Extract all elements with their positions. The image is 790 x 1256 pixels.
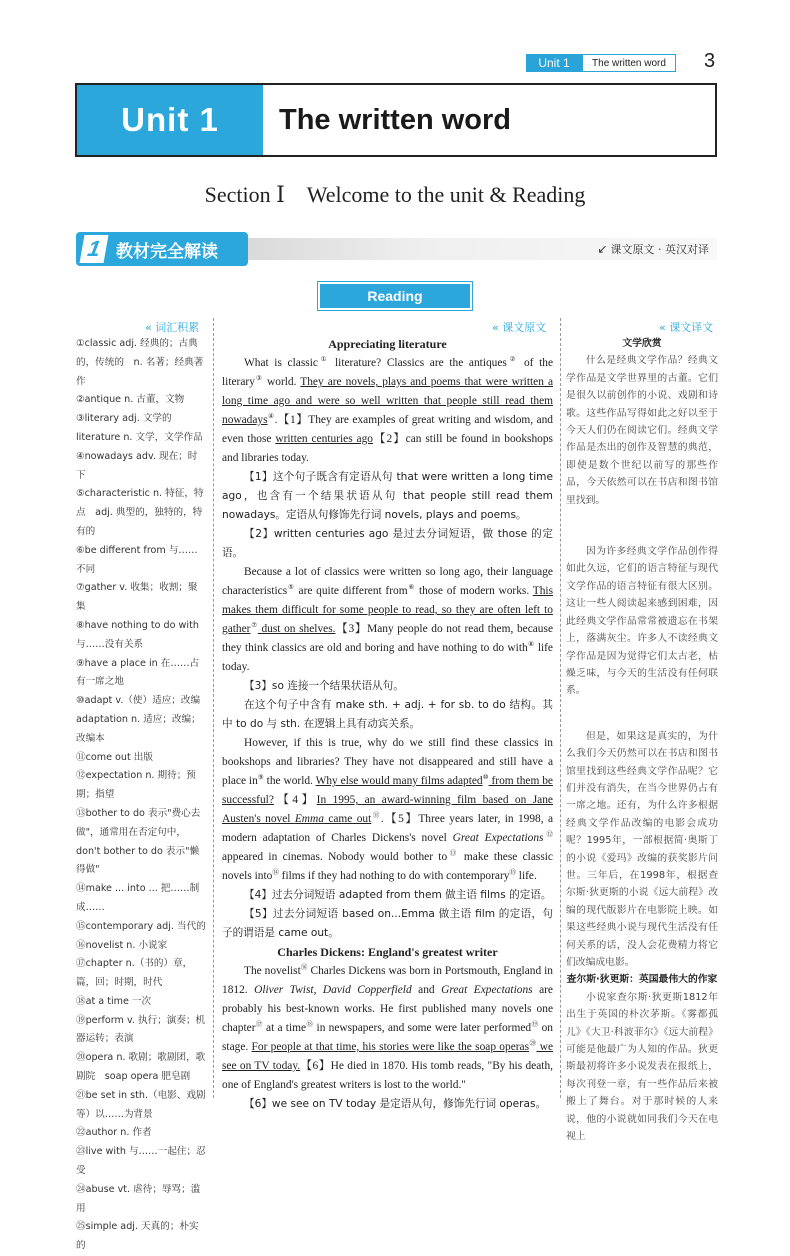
reading-tab: Reading [320,284,470,308]
vocab-item: ⑭make ... into ... 把……制成…… [76,883,200,913]
vocab-item: ③literary adj. 文学的 literature n. 文学，文学作品 [76,413,203,443]
note-4: 【4】过去分词短语 adapted from them 做主语 films 的定语。 [244,889,552,901]
note-5: 【5】过去分词短语 based on...Emma 做主语 film 的定语，句子的谓语是 came out。 [222,908,553,939]
vocab-item: ⑦gather v. 收集；收割；聚集 [76,582,198,613]
vocab-item: ⑤characteristic n. 特征，特点 adj. 典型的，独特的，特有的 [76,488,204,537]
original-text-column [222,335,554,1110]
paragraph-4: The novelist⑯ Charles Dickens was born in Portsmouth, England in 1812. Oliver Twist, David Copperfield and Great Expectations are probably his best-known works. He first published many novels one chapter⑰ at a time⑱ in newspapers, and some were later performed⑲ on stage. For people at that time, his stories were like the soap operas⑳ we see on TV today.【6】He died in 1870. His tomb reads, "By his death, one of England's greatest writers is lost to the world." [222,964,554,1091]
vocab-item: ⑥be different from 与……不同 [76,544,198,575]
vocab-column-head: « 词汇积累 [145,321,200,334]
vocab-item: ⑮contemporary adj. 当代的 [76,920,206,932]
pen-icon: ↙ [597,242,608,256]
note-3: 【3】so 连接一个结果状语从句。 [244,680,404,692]
section-bar-right [597,241,709,257]
vocab-item: ㉓live with 与……一起住；忍受 [76,1146,206,1177]
column-divider-left [213,318,214,1098]
unit-label: Unit 1 [77,85,263,155]
translation-paragraph-2: 因为许多经典文学作品创作得如此久远，它们的语言特征与现代文学作品的语言特征有很大区别。这让一些人阅读起来感到困难，因此经典文学作品常常被遗忘在书架上，落满灰尘。许多人不读经典文学作品是因为觉得它们太古老，枯燥乏味，与今天的生活没有任何联系。 [566,546,718,697]
vocab-item: ④nowadays adv. 现在；时下 [76,450,198,481]
vocab-column [76,335,210,1252]
translation-paragraph-3: 但是，如果这是真实的，为什么我们今天仍然可以在书店和图书馆里找到这些经典文学作品呢？它们并没有消失，在当今世界仍占有一席之地。还有，为什么许多根据经典文学作品改编的电影会成功呢？1995年，一部根据简·奥斯丁的小说《爱玛》改编的获奖影片问世。三年后，在1998年，根据查尔斯·狄更斯的小说《远大前程》改编的现代版影片在电影院上映。如果这些经典小说与现代生活没有任何关系的话，没人会花费精力将它们改编成电影。 [566,730,718,968]
translation-paragraph-1: 什么是经典文学作品？经典文学作品是文学世界里的古董。它们是很久以前创作的小说、戏剧和诗歌。这些作品写得如此之好以至于今天人们仍在阅读它们。经典文学作品是杰出的创作及智慧的典范，即使是数个世纪以前写的那些作品，今天依然可以在书店和图书馆里找到。 [566,355,718,506]
vocab-item: ㉔abuse vt. 虐待；辱骂；滥用 [76,1183,201,1214]
section-badge [76,232,248,266]
vocab-item: ⑲perform v. 执行；演奏；机器运转；表演 [76,1014,206,1045]
vocab-item: ⑬bother to do 表示"费心去做"，通常用在否定句中，don't bother to do 表示"懒得做" [76,807,201,876]
section-label: 教材完全解读 [116,241,218,262]
note-1: 【1】这个句子既含有定语从句 that were written a long time ago，也含有一个结果状语从句 that people still read them nowadays。定语从句修饰先行词 novels, plays and poems。 [222,471,553,521]
vocab-item: ⑯novelist n. 小说家 [76,939,168,951]
vocab-item: ①classic adj. 经典的；古典的，传统的 n. 名著；经典著作 [76,338,204,387]
vocab-item: ⑱at a time 一次 [76,995,152,1007]
vocab-item: ⑩adapt v.（使）适应；改编 adaptation n. 适应；改编；改编本 [76,695,210,744]
vocab-item: ⑨have a place in 在……占有一席之地 [76,657,200,688]
vocab-item: ⑧have nothing to do with 与……没有关系 [76,619,199,650]
running-header-unit: Unit 1 [526,54,582,72]
vocab-item: ㉕simple adj. 天真的；朴实的 [76,1221,199,1252]
unit-title: The written word [279,103,511,136]
article-title: Appreciating literature [328,337,447,351]
vocab-item: ㉒author n. 作者 [76,1127,152,1139]
page-number: 3 [704,50,716,72]
translation-column-head: « 课文译文 [659,321,714,334]
translation-title: 文学欣赏 [622,338,662,349]
article-title-2: Charles Dickens: England's greatest writer [277,945,498,959]
vocab-item: ㉑be set in sth.（电影、戏剧等）以……为背景 [76,1089,206,1120]
paragraph-1: What is classic① literature? Classics are the antiques② of the literary③ world. They are novels, plays and poems that were written a long time ago and were so well written that people still read them nowadays④.【1】They are examples of great writing and wisdom, and even those written centuries ago【2】can still be found in bookshops and libraries today. [222,356,554,464]
vocab-item: ⑫expectation n. 期待；预期；指望 [76,770,196,801]
unit-banner [75,83,717,157]
section-bar-right-label: 课文原文 · 英汉对译 [610,243,709,256]
running-header-title: The written word [582,54,676,72]
running-header [526,54,676,72]
section-title: Section Ⅰ Welcome to the unit & Reading [204,182,586,207]
original-column-head: « 课文原文 [492,321,547,334]
note-2: 【2】written centuries ago 是过去分词短语，做 those 的定语。 [222,528,553,559]
translation-title-2: 查尔斯·狄更斯：英国最伟大的作家 [566,974,718,986]
translation-column [566,335,718,1143]
section-number: 1 [80,235,109,263]
vocab-item: ⑪come out 出版 [76,751,153,763]
paragraph-2: Because a lot of classics were written so long ago, their language characteristics⑤ are quite different from⑥ those of modern works. This makes them difficult for some people to read, so they are often left to gather⑦ dust on shelves.【3】Many people do not read them, because they think classics are old and boring and have nothing to do with⑧ life today. [222,566,554,673]
column-divider-right [560,318,561,1098]
note-6: 【6】we see on TV today 是定语从句，修饰先行词 operas。 [244,1098,547,1110]
vocab-item: ⑰chapter n.（书的）章，篇，回；时期，时代 [76,958,193,989]
paragraph-3: However, if this is true, why do we still find these classics in bookshops and libraries? They have not disappeared and still have a place in⑨ the world. Why else would many films adapted⑩ from them be successful?【4】In 1995, an award-winning film based on Jane Austen's novel Emma came out⑪.【5】Three years later, in 1998, a modern adaptation of Charles Dickens's novel Great Expectations⑫ appeared in cinemas. Nobody would bother to⑬ make these classic novels into⑭ films if they had nothing to do with contemporary⑮ life. [222,737,554,882]
note-3-detail: 在这个句子中含有 make sth. + adj. + for sb. to do 结构。其中 to do 与 sth. 在逻辑上具有动宾关系。 [222,699,553,730]
vocab-item: ⑳opera n. 歌剧；歌剧团，歌剧院 soap opera 肥皂剧 [76,1052,206,1083]
section-bar [76,232,717,266]
translation-paragraph-4: 小说家查尔斯·狄更斯1812年出生于英国的朴次茅斯。《雾都孤儿》《大卫·科波菲尔》《远大前程》可能是他最广为人知的作品。狄更斯最初将许多小说发表在报纸上，每次刊登一章，有一些作品后来被搬上了舞台。对于那时候的人来说，他的小说就如同我们今天在电视上 [566,991,718,1143]
vocab-item: ②antique n. 古董，文物 [76,394,185,406]
